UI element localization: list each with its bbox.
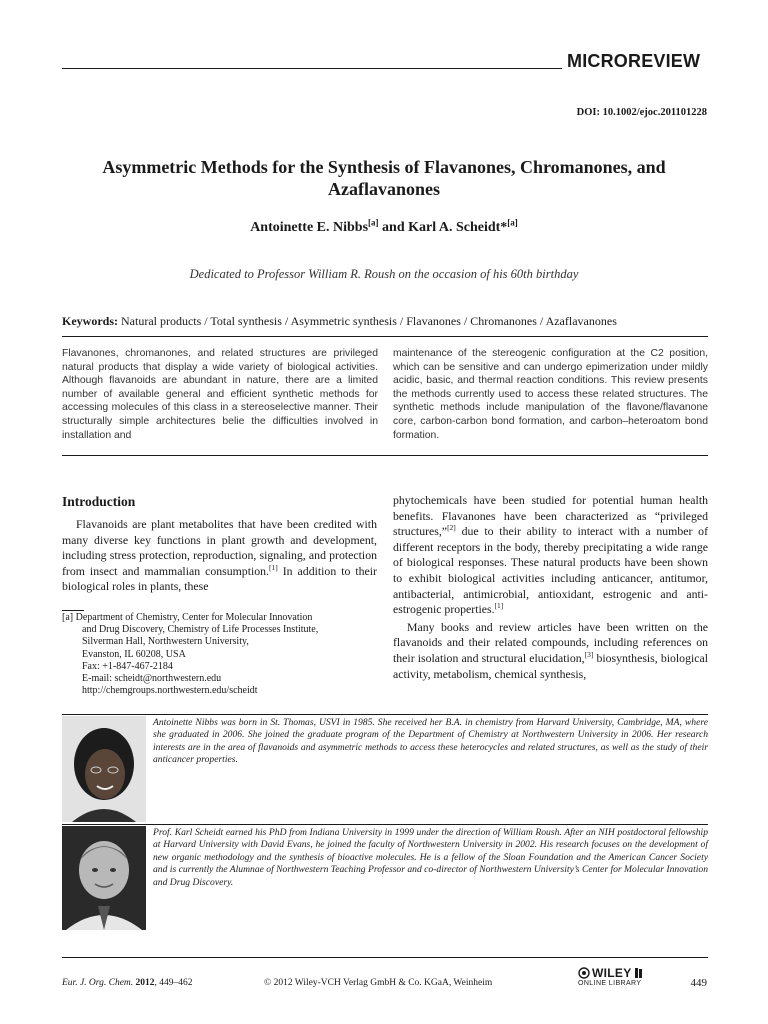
bio-nibbs: Antoinette Nibbs was born in St. Thomas, USVI in 1985. She received her B.A. in chemistry from Harvard University, Cambridge, MA, where she graduated in 2006. She joined the graduate program of the Department of Chemistry at Northwestern University in 2006. Her research interests are in the area of flavanoids and asymmetric methods to access these heterocycles and related structures, as well as the study of their anticancer properties. — [153, 717, 708, 766]
keywords — [62, 314, 712, 329]
abstract-right: maintenance of the stereogenic configuration at the C2 position, which can be sensitive and can undergo epimerization under mildly acidic, basic, and thermal reaction conditions. This review presents the methods currently used to access these related structures. The synthetic methods include manipulation of the flavone/flavanone core, carbon-carbon bond formation, and carbon–heteroatom bond formation. — [393, 348, 708, 441]
intro-left-column — [62, 517, 377, 595]
bio-bottom-rule — [62, 957, 708, 958]
photo-scheidt — [62, 826, 146, 930]
header-rule — [62, 68, 562, 69]
reference-3[interactable]: [3] — [584, 650, 594, 660]
author-separator: and — [378, 220, 409, 235]
reference-2[interactable]: [2] — [447, 523, 456, 533]
bio-top-rule — [62, 714, 708, 715]
dedication: Dedicated to Professor William R. Roush on the occasion of his 60th birthday — [189, 267, 579, 281]
keywords-rule — [62, 336, 708, 337]
intro-right-paragraph-2: Many books and review articles have been written on the flavanoids and their related compounds, including references on their isolation and structural elucidation,[3] biosynthesis, biological activity, metabolism, chemical synthesis, — [393, 619, 708, 681]
affiliation-email[interactable]: E-mail: scheidt@northwestern.edu — [82, 673, 222, 685]
author-scheidt-affil: [a] — [507, 217, 518, 228]
reference-1b[interactable]: [1] — [494, 601, 504, 611]
affiliation-tag: [a] — [62, 612, 74, 623]
title-line-1: Asymmetric Methods for the Synthesis of Flavanones, Chromanones, and — [102, 157, 666, 177]
footer-copyright: © 2012 Wiley-VCH Verlag GmbH & Co. KGaA, Weinheim — [264, 978, 493, 988]
author-nibbs-affil: [a] — [368, 217, 379, 228]
author-nibbs: Antoinette E. Nibbs — [250, 220, 369, 235]
footnote-rule — [62, 610, 84, 611]
portrait-nibbs-icon — [62, 716, 146, 822]
keywords-list: Natural products / Total synthesis / Asymmetric synthesis / Flavanones / Chromanones / Azaflavanones — [118, 314, 617, 328]
wiley-emblem-icon — [578, 967, 592, 979]
intro-right-column — [393, 493, 708, 682]
page-number: 449 — [690, 977, 707, 989]
article-title — [60, 156, 708, 200]
footer-year: 2012 — [135, 978, 155, 988]
footer-pages: , 449–462 — [154, 978, 193, 988]
wiley-subtitle: ONLINE LIBRARY — [578, 980, 642, 987]
section-label: MICROREVIEW — [567, 51, 701, 71]
bio-divider — [62, 824, 708, 825]
photo-nibbs — [62, 716, 146, 822]
introduction-heading: Introduction — [62, 494, 136, 509]
authors — [60, 217, 708, 236]
doi[interactable]: DOI: 10.1002/ejoc.201101228 — [576, 107, 707, 118]
reference-1[interactable]: [1] — [269, 562, 278, 572]
keywords-label: Keywords: — [62, 314, 118, 328]
book-stack-icon — [634, 967, 644, 979]
footer-journal: Eur. J. Org. Chem. — [62, 978, 134, 988]
abstract-left: Flavanones, chromanones, and related structures are privileged natural products that display a wide variety of biological activities. Although flavanoids are abundant in nature, there are a limited number of available general and efficient synthetic methods for accessing molecules of this class in a stereoselective manner. Their structurally simple architectures belie the difficulties involved in installation and — [62, 348, 378, 441]
author-scheidt: Karl A. Scheidt* — [408, 220, 508, 235]
intro-right-paragraph-1: phytochemicals have been studied for potential human health benefits. Flavanones have been characterized as “privileged structures,”[2] due to their ability to interact with a number of different receptors in the body, thereby precipitating a wide range of biological responses. These natural products have been shown to exhibit biological activities including anticancer, antitumor, antibacterial, antimicrobial, antioxidant, estrogenic and anti-estrogenic properties.[1] — [393, 493, 708, 617]
affiliation-footnote: [a] Department of Chemistry, Center for Molecular Innovation and Drug Discovery, Chemistry of Life Processes Institute, Silverman Hall, Northwestern University, Evanston, IL 60208, USA Fax: +1-847-467-2184 E-mail: scheidt@northwestern.edu http://chemgroups.northwestern.edu/scheidt — [62, 612, 382, 697]
wiley-wordmark: WILEY — [592, 966, 632, 980]
abstract-rule — [62, 455, 708, 456]
portrait-scheidt-icon — [62, 826, 146, 930]
intro-left-paragraph: Flavanoids are plant metabolites that have been credited with many diverse key functions in plant growth and development, including stress protection, reproduction, signaling, and protection from insect and mammalian consumption.[1] In addition to their biological roles in plants, these — [62, 517, 377, 594]
affiliation-url[interactable]: http://chemgroups.northwestern.edu/scheidt — [82, 685, 258, 697]
footer-citation — [62, 978, 193, 988]
wiley-online-library-logo[interactable] — [578, 966, 648, 990]
title-line-2: Azaflavanones — [328, 179, 440, 199]
bio-scheidt: Prof. Karl Scheidt earned his PhD from Indiana University in 1999 under the direction of William Roush. After an NIH postdoctoral fellowship at Harvard University with David Evans, he joined the faculty of Northwestern University in 2002. His research focuses on the development of new organic methodology and the synthesis of bioactive molecules. He is a fellow of the Sloan Foundation and the American Cancer Society and is currently the Alumnae of Northwestern Teaching Professor and co-director of Northwestern University’s Center for Molecular Innovation and Drug Discovery. — [153, 827, 708, 888]
